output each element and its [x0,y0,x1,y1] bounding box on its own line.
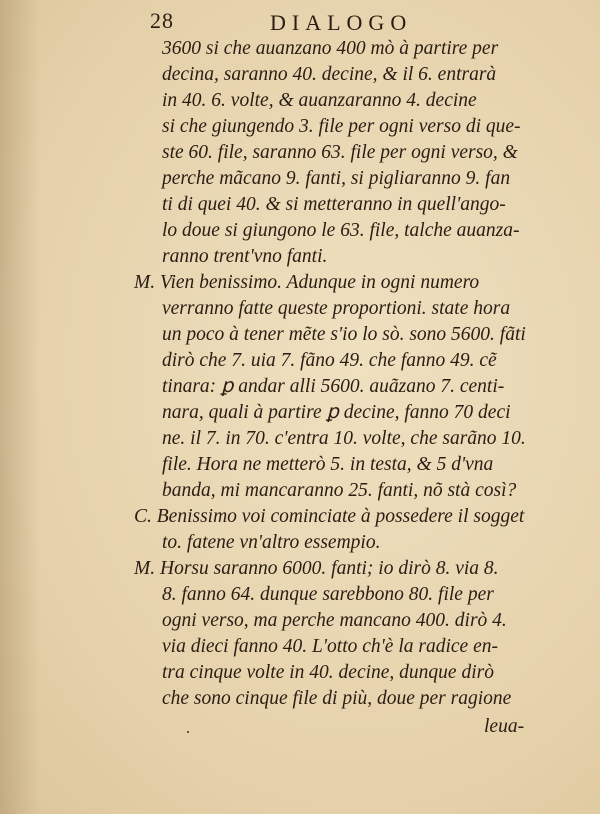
text-line: lo doue si giungono le 63. file, talche auanza- [162,220,520,241]
text-line: verranno fatte queste proportioni. state hora [162,298,511,319]
signature-mark: . [186,720,190,737]
text-line: ogni verso, ma perche mancano 400. dirò 4. [162,610,507,631]
text-line: si che giungendo 3. file per ogni verso di que- [162,116,521,137]
text-line: to. fatene vn'altro essempio. [162,532,381,553]
page-number: 28 [150,8,174,33]
text-line: perche mãcano 9. fanti, si pigliaranno 9. fan [162,168,511,189]
text-line: file. Hora ne metterò 5. in testa, & 5 d'vna [162,454,494,475]
text-line: ste 60. file, saranno 63. file per ogni verso, & [162,142,518,163]
catchword: leua- [484,716,525,737]
speaker-line: M. Horsu saranno 6000. fanti; io dirò 8. via 8. [134,558,499,579]
text-line: ti di quei 40. & si metteranno in quell'ango- [162,194,506,215]
page-header [150,8,590,36]
text-line: via dieci fanno 40. L'otto ch'è la radice en- [162,636,498,657]
text-line: tinara: ꝑ andar alli 5600. auãzano 7. centi- [162,376,505,397]
text-line: banda, mi mancaranno 25. fanti, nõ stà così? [162,480,517,501]
text-line: che sono cinque file di più, doue per ragione [162,688,512,709]
text-line: in 40. 6. volte, & auanzaranno 4. decine [162,90,477,111]
text-line: dirò che 7. uia 7. fãno 49. che fanno 49. cẽ [162,350,497,371]
running-head: DIALOGO [270,10,413,35]
text-line: un poco à tener mẽte s'io lo sò. sono 5600. fãti [162,324,526,345]
text-line: decina, saranno 40. decine, & il 6. entrarà [162,64,497,85]
speaker-line: C. Benissimo voi cominciate à possedere il sogget [134,506,525,527]
text-line: ne. il 7. in 70. c'entra 10. volte, che sarãno 10. [162,428,526,449]
text-line: nara, quali à partire ꝑ decine, fanno 70 deci [162,402,511,423]
speaker-line: M. Vien benissimo. Adunque in ogni numero [134,272,480,293]
text-line: 8. fanno 64. dunque sarebbono 80. file per [162,584,494,605]
text-line: ranno trent'vno fanti. [162,246,328,267]
text-line: 3600 si che auanzano 400 mò à partire per [162,38,499,59]
text-line: tra cinque volte in 40. decine, dunque dirò [162,662,494,683]
